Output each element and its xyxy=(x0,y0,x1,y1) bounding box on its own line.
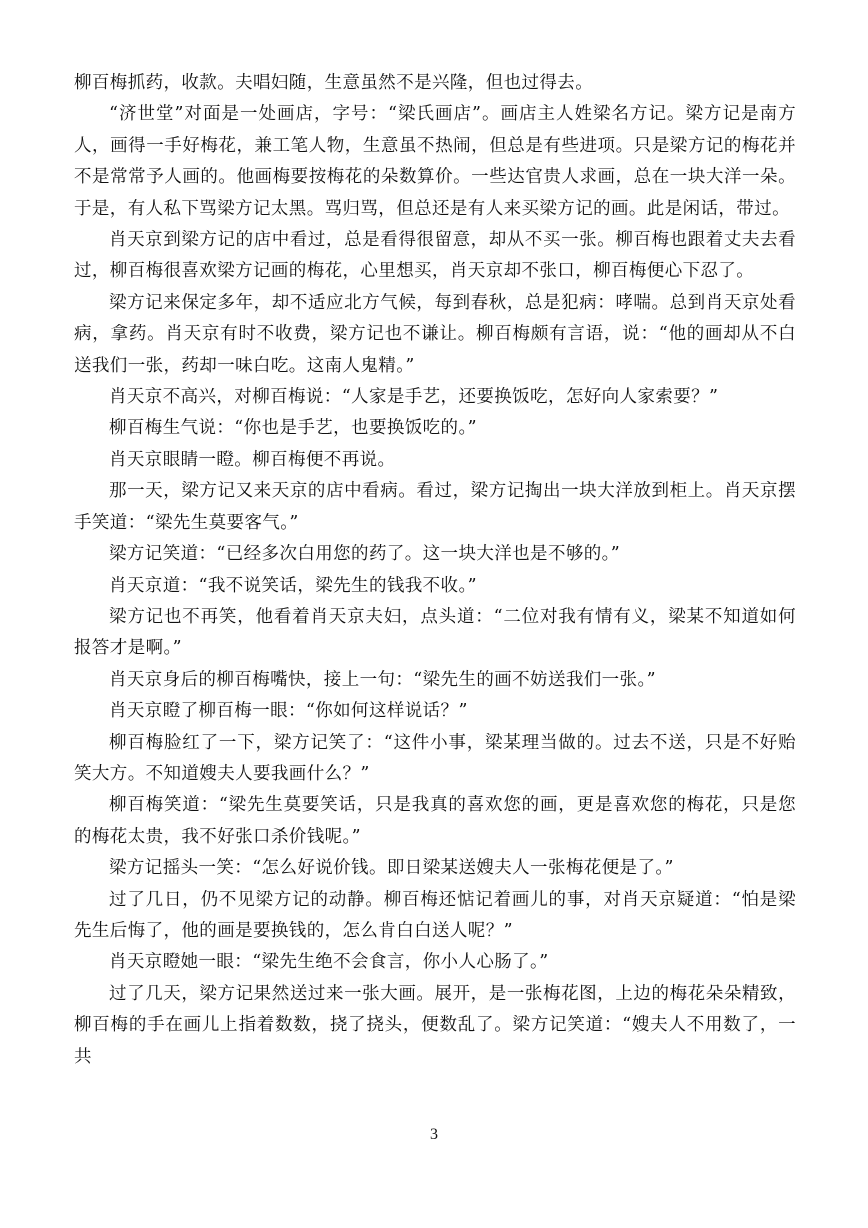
document-body xyxy=(74,68,796,1073)
paragraph: 肖天京到梁方记的店中看过，总是看得很留意，却从不买一张。柳百梅也跟着丈夫去看过，柳百梅很喜欢梁方记画的梅花，心里想买，肖天京却不张口，柳百梅便心下忍了。 xyxy=(74,230,796,282)
paragraph: 肖天京身后的柳百梅嘴快，接上一句：“梁先生的画不妨送我们一张。” xyxy=(109,669,656,690)
paragraph: 梁方记摇头一笑：“怎么好说价钱。即日梁某送嫂夫人一张梅花便是了。” xyxy=(109,858,674,879)
paragraph: 肖天京不高兴，对柳百梅说：“人家是手艺，还要换饭吃，怎好向人家索要？” xyxy=(109,387,719,408)
paragraph: 那一天，梁方记又来天京的店中看病。看过，梁方记掏出一块大洋放到柜上。肖天京摆手笑道：“梁先生莫要客气。” xyxy=(74,481,796,533)
paragraph: 过了几天，梁方记果然送过来一张大画。展开，是一张梅花图，上边的梅花朵朵精致，柳百梅的手在画儿上指着数数，挠了挠头，便数乱了。梁方记笑道：“嫂夫人不用数了，一共 xyxy=(74,983,796,1067)
paragraph: “济世堂”对面是一处画店，字号：“梁氏画店”。画店主人姓梁名方记。梁方记是南方人，画得一手好梅花，兼工笔人物，生意虽不热闹，但总是有些进项。只是梁方记的梅花并不是常常予人画的。他画梅要按梅花的朵数算价。一些达官贵人求画，总在一块大洋一朵。于是，有人私下骂梁方记太黑。骂归骂，但总还是有人来买梁方记的画。此是闲话，带过。 xyxy=(74,104,796,219)
paragraph: 肖天京道：“我不说笑话，梁先生的钱我不收。” xyxy=(109,575,477,596)
paragraph: 柳百梅笑道：“梁先生莫要笑话，只是我真的喜欢您的画，更是喜欢您的梅花，只是您的梅花太贵，我不好张口杀价钱呢。” xyxy=(74,795,796,847)
paragraph: 梁方记笑道：“已经多次白用您的药了。这一块大洋也是不够的。” xyxy=(109,544,621,565)
paragraph: 柳百梅抓药，收款。夫唱妇随，生意虽然不是兴隆，但也过得去。 xyxy=(74,73,594,93)
page-number: 3 xyxy=(430,1126,438,1143)
paragraph: 梁方记也不再笑，他看着肖天京夫妇，点头道：“二位对我有情有义，梁某不知道如何报答才是啊。” xyxy=(74,606,796,659)
paragraph: 柳百梅生气说：“你也是手艺，也要换饭吃的。” xyxy=(109,418,477,439)
paragraph: 肖天京眼睛一瞪。柳百梅便不再说。 xyxy=(109,449,396,470)
paragraph: 柳百梅脸红了一下，梁方记笑了：“这件小事，梁某理当做的。过去不送，只是不好贻笑大方。不知道嫂夫人要我画什么？” xyxy=(74,732,796,784)
paragraph: 过了几日，仍不见梁方记的动静。柳百梅还惦记着画儿的事，对肖天京疑道：“怕是梁先生后悔了，他的画是要换钱的，怎么肯白白送人呢？” xyxy=(74,889,796,941)
paragraph: 肖天京瞪了柳百梅一眼：“你如何这样说话？” xyxy=(109,701,468,722)
paragraph: 梁方记来保定多年，却不适应北方气候，每到春秋，总是犯病：哮喘。总到肖天京处看病，拿药。肖天京有时不收费，梁方记也不谦让。柳百梅颇有言语，说：“他的画却从不白送我们一张，药却一味白吃。这南人鬼精。” xyxy=(74,292,796,376)
paragraph: 肖天京瞪她一眼：“梁先生绝不会食言，你小人心肠了。” xyxy=(109,952,549,973)
